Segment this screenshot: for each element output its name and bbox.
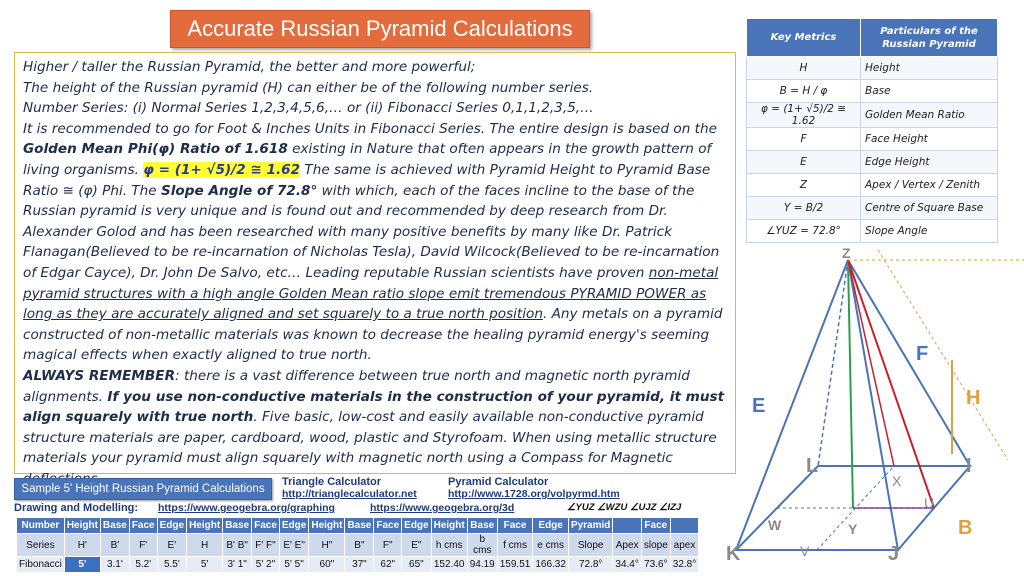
table-cell: 73.6° — [641, 557, 670, 573]
table-cell: H" — [309, 534, 345, 557]
column-header: Height — [431, 518, 467, 534]
table-cell: H' — [64, 534, 100, 557]
table-cell: 72.8° — [568, 557, 612, 573]
golden-mean-emphasis: Golden Mean Phi(φ) Ratio of 1.618 — [23, 141, 288, 158]
page-title: Accurate Russian Pyramid Calculations — [170, 10, 590, 48]
particular-cell: Centre of Square Base — [861, 197, 998, 220]
particular-cell: Base — [861, 80, 998, 103]
table-cell: 37" — [345, 557, 374, 573]
table-cell: E' E" — [279, 534, 308, 557]
triangle-calculator-label: Triangle Calculator — [282, 476, 382, 488]
table-row — [747, 197, 998, 220]
table-cell: 5.5' — [157, 557, 186, 573]
guide-line — [878, 250, 1008, 460]
table-cell: 94.19 — [467, 557, 497, 573]
column-header: Base — [223, 518, 252, 534]
column-header: Number — [17, 518, 65, 534]
always-remember-emphasis: ALWAYS REMEMBER — [23, 367, 176, 384]
table-cell: 65" — [402, 557, 431, 573]
drawing-modelling-label: Drawing and Modelling: — [14, 502, 139, 514]
metric-cell: φ = (1+ √5)/2 ≅ 1.62 — [747, 103, 861, 128]
paragraph-2: The height of the Russian pyramid (H) can either be of the following number series. — [23, 79, 594, 96]
label-l: L — [806, 455, 819, 477]
table-row — [747, 57, 998, 80]
label-y: Y — [848, 521, 858, 537]
paragraph-3: Number Series: (i) Normal Series 1,2,3,4,5,6,… or (ii) Fibonacci Series 0,1,1,2,3,5,… — [23, 100, 594, 117]
true-north-emphasis: If you use non-conductive materials in the construction of your pyramid, it must align squarely with true north — [23, 388, 725, 426]
column-header: Height — [309, 518, 345, 534]
text-span: It is recommended to go for Foot & Inches Units in Fibonacci Series. The entire design is based on the — [23, 120, 717, 137]
metric-cell: E — [747, 151, 861, 174]
table-cell: 34.4° — [613, 557, 641, 573]
table-row — [747, 80, 998, 103]
slope-angle-emphasis: Slope Angle of 72.8° — [160, 182, 318, 199]
column-header: Edge — [533, 518, 569, 534]
column-header: Face — [129, 518, 157, 534]
table-cell: 166.32 — [533, 557, 569, 573]
table-cell: E" — [402, 534, 431, 557]
column-header: Face — [497, 518, 533, 534]
column-header: Base — [100, 518, 129, 534]
header-particulars: Particulars of the Russian Pyramid — [861, 19, 998, 57]
table-cell: 5.2' — [129, 557, 157, 573]
table-row — [747, 128, 998, 151]
label-b: B — [958, 517, 973, 539]
table-cell: 5' 2" — [252, 557, 280, 573]
text-span: The same is achieved with Pyramid Height to Pyramid Base Ratio ≅ (φ) Phi. The — [23, 161, 711, 199]
label-w: W — [768, 517, 782, 533]
metric-cell: F — [747, 128, 861, 151]
column-header: Edge — [157, 518, 186, 534]
particular-cell: Apex / Vertex / Zenith — [861, 174, 998, 197]
metric-cell: B = H / φ — [747, 80, 861, 103]
table-cell: Series — [17, 534, 65, 557]
column-header: Height — [64, 518, 100, 534]
particular-cell: Face Height — [861, 128, 998, 151]
label-i: I — [966, 455, 972, 477]
table-cell: f cms — [497, 534, 533, 557]
angle-labels: ∠YUZ ∠WZU ∠UJZ ∠IZJ — [567, 502, 682, 513]
geogebra-graphing-link[interactable]: https://www.geogebra.org/graphing — [158, 502, 335, 514]
metric-cell: ∠YUZ = 72.8° — [747, 220, 861, 243]
column-header: Pyramid — [568, 518, 612, 534]
edge-line-hidden — [818, 260, 848, 466]
table-cell: F' — [129, 534, 157, 557]
table-cell: B' B" — [223, 534, 252, 557]
sample-calculations-button[interactable]: Sample 5' Height Russian Pyramid Calculations — [14, 478, 272, 500]
label-j: J — [888, 543, 900, 565]
column-header — [670, 518, 698, 534]
column-header: Base — [467, 518, 497, 534]
pyramid-calculations-table — [16, 517, 699, 573]
table-cell: 62" — [374, 557, 402, 573]
text-span: . Five basic, low-cost and easily available non-conductive pyramid structure materials are paper, cardboard, wood, plastic and Styrofoam. When using metallic structure materials your pyramid must align squarely with magnetic north using a Compass for Magnetic — [23, 409, 717, 467]
paragraph-4 — [23, 119, 727, 366]
table-cell: H — [187, 534, 223, 557]
table-cell: F' F" — [252, 534, 280, 557]
label-k: K — [726, 543, 741, 565]
label-u: U — [924, 495, 935, 511]
table-cell: 5' — [64, 557, 100, 573]
table-cell: 60" — [309, 557, 345, 573]
table-cell: b cms — [467, 534, 497, 557]
table-cell: 159.51 — [497, 557, 533, 573]
table-cell: Slope — [568, 534, 612, 557]
column-header: Height — [187, 518, 223, 534]
table-cell: F" — [374, 534, 402, 557]
underlined-statement: non-metal pyramid structures with a high angle Golden Mean ratio slope emit tremendous PYRAMID POWER as long as they are accurately aligned and set squarely to a true north position — [23, 264, 719, 323]
table-cell: 5' — [187, 557, 223, 573]
metric-cell: H — [747, 57, 861, 80]
particular-cell: Golden Mean Ratio — [861, 103, 998, 128]
table-cell: e cms — [533, 534, 569, 557]
pyramid-calculator-link[interactable]: http://www.1728.org/volpyrmd.htm — [448, 488, 620, 500]
table-row — [747, 174, 998, 197]
text-span: : there is a vast difference between true north and magnetic north pyramid alignments. — [23, 367, 690, 405]
triangle-calculator-link[interactable]: http://trianglecalculator.net — [282, 488, 417, 500]
label-h: H — [966, 387, 981, 409]
particular-cell: Edge Height — [861, 151, 998, 174]
paragraph-5 — [23, 366, 727, 490]
geogebra-3d-link[interactable]: https://www.geogebra.org/3d — [370, 502, 515, 514]
table-cell: Apex — [613, 534, 641, 557]
table-cell: slope — [641, 534, 670, 557]
table-cell: h cms — [431, 534, 467, 557]
text-span: existing in Nature that often appears in the growth pattern of living organisms. — [23, 141, 712, 178]
paragraph-1: Higher / taller the Russian Pyramid, the better and more powerful; — [23, 59, 476, 75]
table-header-row — [747, 19, 998, 57]
column-header — [613, 518, 641, 534]
column-header: Edge — [402, 518, 431, 534]
table-cell: Fibonacci — [17, 557, 65, 573]
label-v: V — [800, 543, 810, 559]
label-f: F — [916, 343, 929, 365]
key-metrics-table — [746, 18, 998, 243]
pyramid-diagram — [708, 240, 1024, 576]
label-e: E — [752, 395, 766, 417]
text-span: with which, each of the faces incline to the base of the Russian pyramid is very unique and is found out and recommended by deep research from Dr. Alexander Golod and has been researched with many positive benefits by many like Dr. Patrick Flanagan(Believed to be re-incarnation of Nicholas Tesla), David Wilcock(Believed to be re-incarnation of Edgar Cayce), Dr. John De Salvo, etc… Leading reputable Russian scientists have proven — [23, 182, 720, 281]
height-line — [848, 260, 853, 508]
description-text-box — [14, 52, 736, 474]
table-row — [747, 151, 998, 174]
table-cell: B" — [345, 534, 374, 557]
table-cell: 152.40 — [431, 557, 467, 573]
phi-formula-highlight: φ = (1+ √5)/2 ≅ 1.62 — [143, 161, 301, 178]
table-cell: 3.1' — [100, 557, 129, 573]
label-x: X — [892, 473, 902, 489]
table-cell: B' — [100, 534, 129, 557]
face-height-line — [848, 260, 894, 466]
header-key-metrics: Key Metrics — [747, 19, 861, 57]
column-header: Face — [641, 518, 670, 534]
table-row — [747, 103, 998, 128]
column-header: Face — [252, 518, 280, 534]
particular-cell: Slope Angle — [861, 220, 998, 243]
particular-cell: Height — [861, 57, 998, 80]
table-cell: 5' 5" — [279, 557, 308, 573]
column-header: Base — [345, 518, 374, 534]
table-cell: E' — [157, 534, 186, 557]
metric-cell: Y = B/2 — [747, 197, 861, 220]
column-header: Edge — [279, 518, 308, 534]
pyramid-calculator-label: Pyramid Calculator — [448, 476, 549, 488]
column-header: Face — [374, 518, 402, 534]
table-row — [17, 534, 699, 557]
table-header-row — [17, 518, 699, 534]
label-z: Z — [842, 245, 851, 261]
metric-cell: Z — [747, 174, 861, 197]
table-cell: 3' 1" — [223, 557, 252, 573]
table-cell: apex — [670, 534, 698, 557]
text-span: . Any metals on a pyramid constructed of non-metallic materials was known to decrease the healing pyramid energy's seeming magical effects when exactly aligned to true north. — [23, 306, 723, 364]
table-cell: 32.8° — [670, 557, 698, 573]
table-row — [17, 557, 699, 573]
